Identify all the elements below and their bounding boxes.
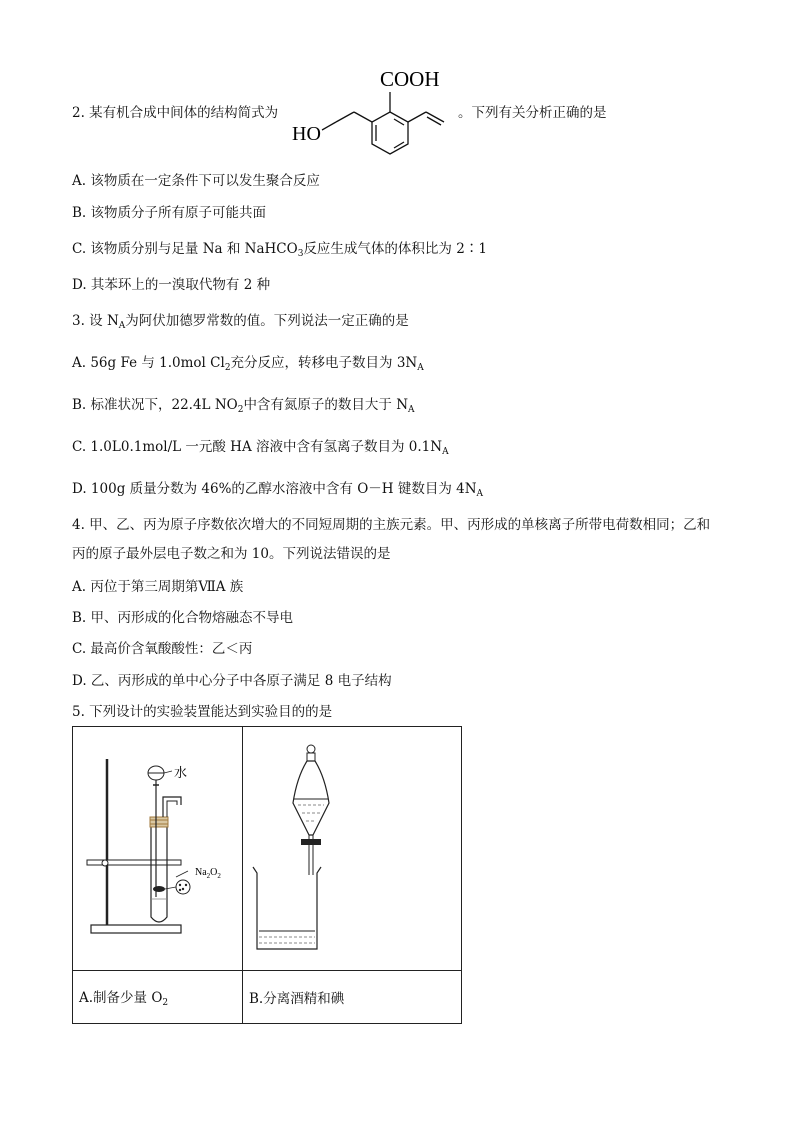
molecule-structure xyxy=(286,62,466,162)
q3-option-a xyxy=(72,354,424,377)
q2-option-b: B. 该物质分子所有原子可能共面 xyxy=(72,205,267,221)
q3-d-t1: D. 100g 质量分数为 46%的乙醇水溶液中含有 O－H 键数目为 4N xyxy=(72,481,477,497)
apparatus-a-cell xyxy=(73,727,243,971)
q3-stem xyxy=(72,312,409,335)
caption-a-text: A.制备少量 O xyxy=(79,990,163,1006)
q3-option-b xyxy=(72,396,415,419)
q3-c-t1: C. 1.0L0.1mol/L 一元酸 HA 溶液中含有氢离子数目为 0.1N xyxy=(72,439,443,455)
q4-stem: 4. 甲、乙、丙为原子序数依次增大的不同短周期的主族元素。甲、丙形成的单核离子所带电荷数相同；乙和丙的原子最外层电子数之和为 10。下列说法错误的是 xyxy=(72,517,711,562)
q3-a-t1: A. 56g Fe 与 1.0mol Cl xyxy=(72,355,225,371)
q4-option-a: A. 丙位于第三周期第ⅦA 族 xyxy=(72,579,244,595)
q2-option-c-sub: 3 xyxy=(297,249,304,259)
q3-b-t1: B. 标准状况下，22.4L NO xyxy=(72,397,238,413)
q3-stem-pre: 3. 设 N xyxy=(72,313,119,329)
q3-option-c xyxy=(72,438,449,461)
q3-d-s1: A xyxy=(476,489,484,499)
q4-option-b: B. 甲、丙形成的化合物熔融态不导电 xyxy=(72,610,294,626)
water-label: 水 xyxy=(174,765,188,780)
q3-a-t2: 充分反应，转移电子数目为 3N xyxy=(230,355,418,371)
q2-option-c-post: 反应生成气体的体积比为 2∶1 xyxy=(303,241,487,257)
q3-stem-post: 为阿伏加德罗常数的值。下列说法一定正确的是 xyxy=(125,313,409,329)
q2-option-a: A. 该物质在一定条件下可以发生聚合反应 xyxy=(72,173,320,189)
q2-stem-after xyxy=(458,104,607,122)
q3-a-s2: A xyxy=(417,363,424,373)
ho-label: HO xyxy=(292,123,321,145)
q3-b-t2: 中含有氮原子的数目大于 N xyxy=(243,397,409,413)
q3-a-s1: 2 xyxy=(224,363,231,373)
q3-option-d xyxy=(72,480,483,503)
apparatus-a-drawing xyxy=(73,727,242,966)
q2-option-c xyxy=(72,240,487,263)
q3-b-s1: 2 xyxy=(237,405,244,415)
q5-stem: 5. 下列设计的实验装置能达到实验目的的是 xyxy=(72,704,333,720)
apparatus-b-drawing xyxy=(243,727,461,966)
q3-b-s2: A xyxy=(408,405,415,415)
na2o2-label: $Na_2O_2$ xyxy=(195,867,221,880)
apparatus-b-cell xyxy=(243,727,462,971)
q2-stem xyxy=(72,104,278,122)
caption-a xyxy=(73,971,243,1024)
caption-b: B.分离酒精和碘 xyxy=(243,971,462,1024)
q2-stem-after-text: 。下列有关分析正确的是 xyxy=(458,105,607,121)
apparatus-table xyxy=(72,726,462,1024)
q2-stem-before: 2. 某有机合成中间体的结构简式为 xyxy=(72,105,279,121)
cooh-label: COOH xyxy=(380,67,440,91)
q2-option-d: D. 其苯环上的一溴取代物有 2 种 xyxy=(72,277,271,293)
caption-a-sub: 2 xyxy=(162,998,169,1008)
q4-option-d: D. 乙、丙形成的单中心分子中各原子满足 8 电子结构 xyxy=(72,673,392,689)
q2-option-c-pre: C. 该物质分别与足量 Na 和 NaHCO xyxy=(72,241,298,257)
q3-c-s1: A xyxy=(442,447,449,457)
q4-option-c: C. 最高价含氧酸酸性：乙＜丙 xyxy=(72,641,253,657)
q3-stem-sub: A xyxy=(118,321,126,331)
